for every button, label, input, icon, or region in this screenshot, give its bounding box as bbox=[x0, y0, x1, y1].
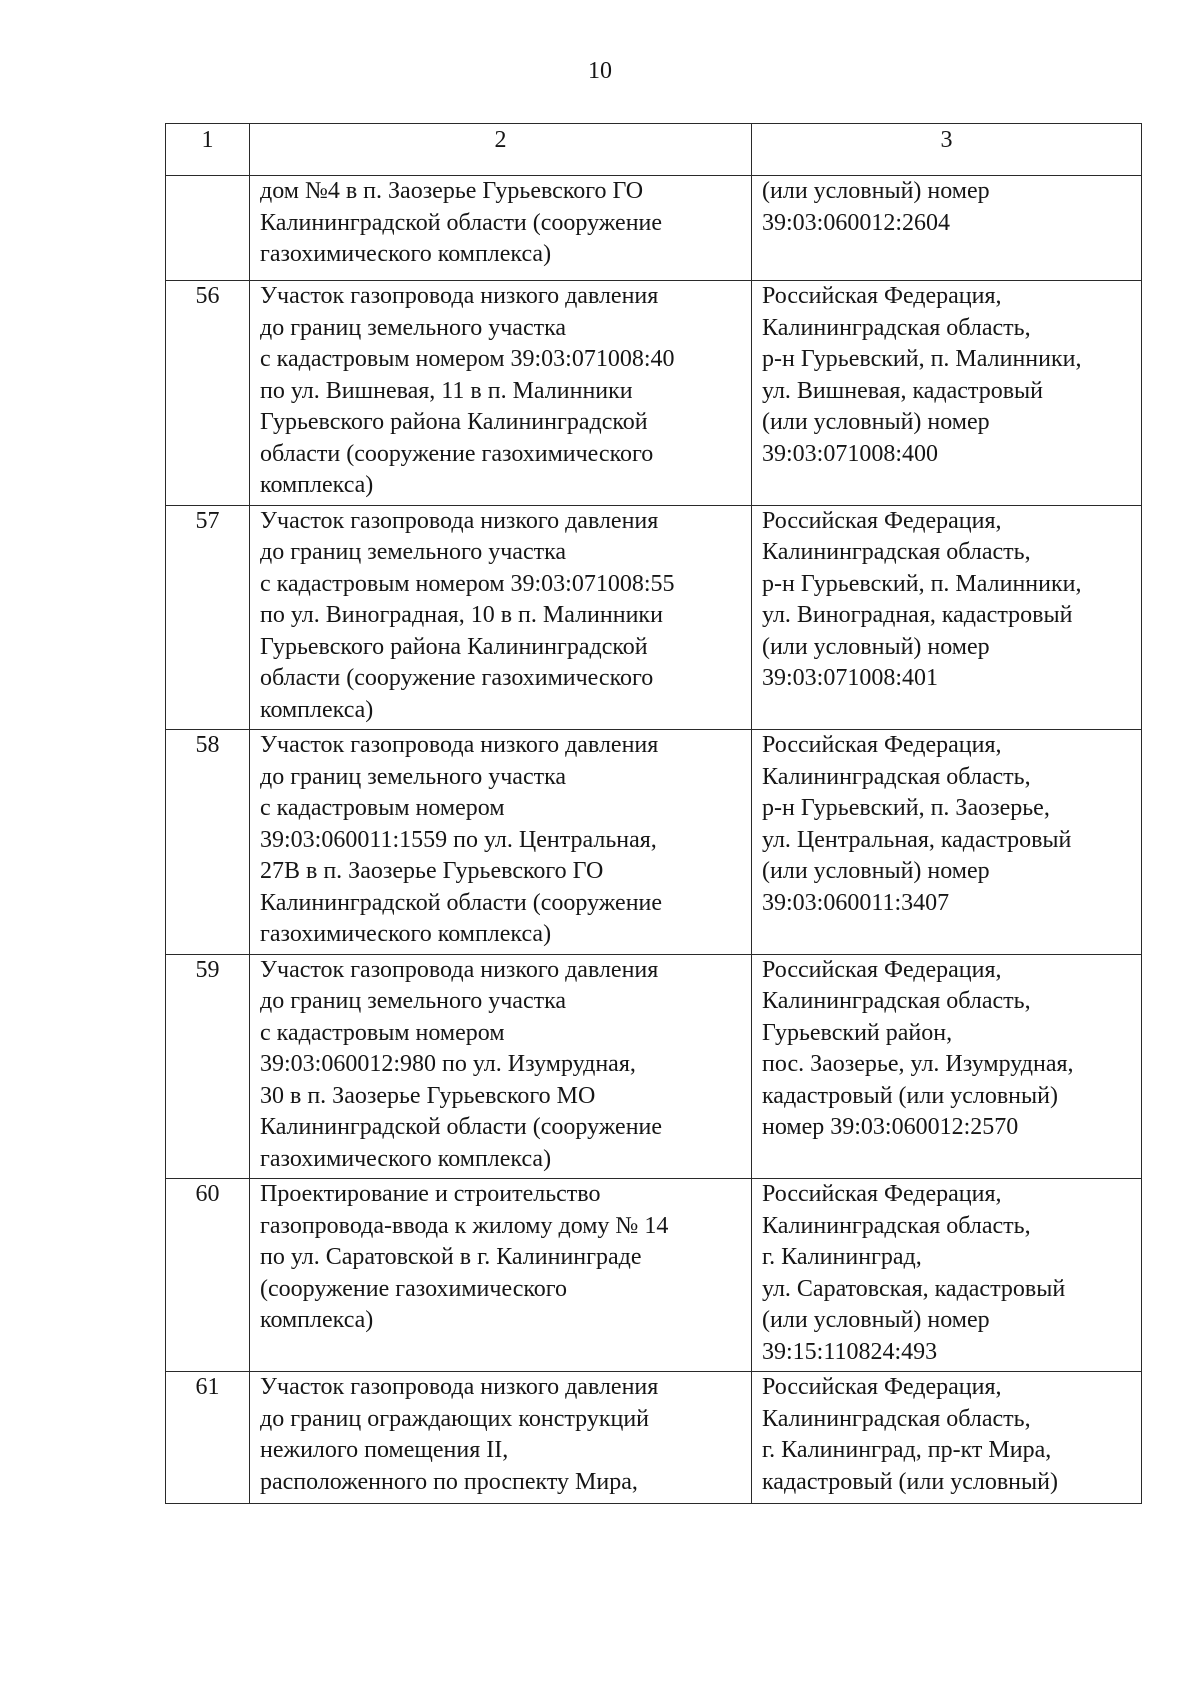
table-row bbox=[166, 1372, 1142, 1504]
address-line: (или условный) номер bbox=[762, 858, 990, 884]
description-line: по ул. Вишневая, 11 в п. Малинники bbox=[260, 377, 633, 404]
address-line: Калининградская область, bbox=[762, 314, 1031, 341]
address-line: ул. Саратовская, кадастровый bbox=[762, 1275, 1066, 1302]
description-line: комплекса) bbox=[260, 472, 374, 498]
address-line: 39:03:060012:2604 bbox=[762, 209, 951, 236]
description-line: области (сооружение газохимического bbox=[260, 440, 654, 467]
address-line: Калининградская область, bbox=[762, 1405, 1031, 1432]
address-line: Российская Федерация, bbox=[762, 956, 1002, 983]
address-line: Российская Федерация, bbox=[762, 1374, 1002, 1400]
table-row bbox=[166, 1179, 1142, 1372]
address-line: г. Калининград, пр-кт Мира, bbox=[762, 1437, 1052, 1463]
description-line: Гурьевского района Калининградской bbox=[260, 409, 648, 435]
address-line: р-н Гурьевский, п. Малинники, bbox=[762, 346, 1082, 372]
row-number: 61 bbox=[166, 1372, 250, 1504]
column-header: 1 bbox=[166, 124, 250, 176]
description-line: комплекса) bbox=[260, 696, 374, 723]
address-line: (или условный) номер bbox=[762, 633, 990, 660]
description-line: дом №4 в п. Заозерье Гурьевского ГО bbox=[260, 178, 644, 204]
description-line: области (сооружение газохимического bbox=[260, 665, 654, 691]
address-line: Калининградская область, bbox=[762, 763, 1031, 790]
address-line: 39:03:071008:401 bbox=[762, 665, 939, 691]
description-line: Калининградской области (сооружение bbox=[260, 1114, 663, 1140]
address-line: Российская Федерация, bbox=[762, 732, 1002, 758]
object-address bbox=[752, 281, 1142, 506]
description-line: 27В в п. Заозерье Гурьевского ГО bbox=[260, 858, 604, 884]
description-line: с кадастровым номером bbox=[260, 795, 505, 821]
description-line: по ул. Виноградная, 10 в п. Малинники bbox=[260, 602, 663, 628]
table-row bbox=[166, 505, 1142, 730]
description-line: Проектирование и строительство bbox=[260, 1181, 601, 1207]
address-line: номер 39:03:060012:2570 bbox=[762, 1114, 1019, 1140]
address-line: ул. Вишневая, кадастровый bbox=[762, 377, 1044, 404]
description-line: Калининградской области (сооружение bbox=[260, 209, 663, 236]
address-line: 39:15:110824:493 bbox=[762, 1338, 938, 1365]
object-address bbox=[752, 176, 1142, 281]
description-line: Участок газопровода низкого давления bbox=[260, 1374, 659, 1400]
object-address bbox=[752, 730, 1142, 955]
description-line: газопровода-ввода к жилому дому № 14 bbox=[260, 1212, 669, 1239]
address-line: (или условный) номер bbox=[762, 178, 990, 204]
address-line: р-н Гурьевский, п. Заозерье, bbox=[762, 795, 1050, 821]
description-line: до границ земельного участка bbox=[260, 314, 567, 341]
address-line: кадастровый (или условный) bbox=[762, 1082, 1058, 1109]
object-description bbox=[250, 954, 752, 1179]
address-line: (или условный) номер bbox=[762, 409, 990, 435]
description-line: Участок газопровода низкого давления bbox=[260, 283, 659, 309]
object-address bbox=[752, 1179, 1142, 1372]
description-line: Участок газопровода низкого давления bbox=[260, 507, 659, 534]
table-row bbox=[166, 281, 1142, 506]
description-line: 39:03:060011:1559 по ул. Центральная, bbox=[260, 826, 657, 853]
object-description bbox=[250, 730, 752, 955]
page-number: 10 bbox=[588, 58, 612, 84]
address-line: Калининградская область, bbox=[762, 539, 1031, 565]
row-number: 58 bbox=[166, 730, 250, 955]
address-line: Калининградская область, bbox=[762, 1212, 1031, 1239]
address-line: Калининградская область, bbox=[762, 988, 1031, 1014]
description-line: газохимического комплекса) bbox=[260, 241, 552, 267]
description-line: газохимического комплекса) bbox=[260, 1145, 552, 1172]
object-address bbox=[752, 505, 1142, 730]
description-line: Участок газопровода низкого давления bbox=[260, 956, 659, 983]
column-header: 2 bbox=[250, 124, 752, 176]
object-address bbox=[752, 954, 1142, 1179]
description-line: газохимического комплекса) bbox=[260, 921, 552, 947]
address-line: 39:03:071008:400 bbox=[762, 440, 939, 467]
object-description bbox=[250, 1179, 752, 1372]
address-line: ул. Виноградная, кадастровый bbox=[762, 602, 1073, 628]
description-line: расположенного по проспекту Мира, bbox=[260, 1468, 638, 1495]
address-line: г. Калининград, bbox=[762, 1244, 922, 1270]
row-number: 60 bbox=[166, 1179, 250, 1372]
description-line: Калининградской области (сооружение bbox=[260, 889, 663, 916]
address-line: кадастровый (или условный) bbox=[762, 1468, 1058, 1495]
column-header: 3 bbox=[752, 124, 1142, 176]
row-number: 57 bbox=[166, 505, 250, 730]
description-line: Гурьевского района Калининградской bbox=[260, 633, 648, 660]
description-line: до границ земельного участка bbox=[260, 763, 567, 790]
description-line: по ул. Саратовской в г. Калининграде bbox=[260, 1244, 642, 1270]
description-line: с кадастровым номером 39:03:071008:55 bbox=[260, 570, 675, 597]
address-line: р-н Гурьевский, п. Малинники, bbox=[762, 570, 1082, 597]
object-description bbox=[250, 505, 752, 730]
address-line: (или условный) номер bbox=[762, 1307, 990, 1333]
header-row bbox=[166, 124, 1142, 176]
description-line: комплекса) bbox=[260, 1307, 374, 1333]
description-line: до границ ограждающих конструкций bbox=[260, 1405, 650, 1432]
address-line: Гурьевский район, bbox=[762, 1019, 953, 1046]
object-description bbox=[250, 176, 752, 281]
address-line: пос. Заозерье, ул. Изумрудная, bbox=[762, 1051, 1074, 1077]
description-line: с кадастровым номером bbox=[260, 1019, 505, 1046]
address-line: ул. Центральная, кадастровый bbox=[762, 826, 1072, 853]
description-line: 30 в п. Заозерье Гурьевского МО bbox=[260, 1082, 596, 1109]
address-line: Российская Федерация, bbox=[762, 507, 1002, 534]
address-line: 39:03:060011:3407 bbox=[762, 889, 950, 916]
description-line: 39:03:060012:980 по ул. Изумрудная, bbox=[260, 1051, 636, 1077]
description-line: до границ земельного участка bbox=[260, 988, 567, 1014]
description-line: (сооружение газохимического bbox=[260, 1275, 568, 1302]
row-number: 56 bbox=[166, 281, 250, 506]
object-description bbox=[250, 281, 752, 506]
table-row bbox=[166, 176, 1142, 281]
description-line: нежилого помещения II, bbox=[260, 1437, 509, 1463]
address-line: Российская Федерация, bbox=[762, 1181, 1002, 1207]
table-row bbox=[166, 730, 1142, 955]
description-line: с кадастровым номером 39:03:071008:40 bbox=[260, 346, 675, 372]
object-description bbox=[250, 1372, 752, 1504]
description-line: до границ земельного участка bbox=[260, 539, 567, 565]
address-line: Российская Федерация, bbox=[762, 283, 1002, 309]
description-line: Участок газопровода низкого давления bbox=[260, 732, 659, 758]
row-number: 59 bbox=[166, 954, 250, 1179]
row-number bbox=[166, 176, 250, 281]
registry-table bbox=[165, 123, 1142, 1504]
object-address bbox=[752, 1372, 1142, 1504]
table-row bbox=[166, 954, 1142, 1179]
